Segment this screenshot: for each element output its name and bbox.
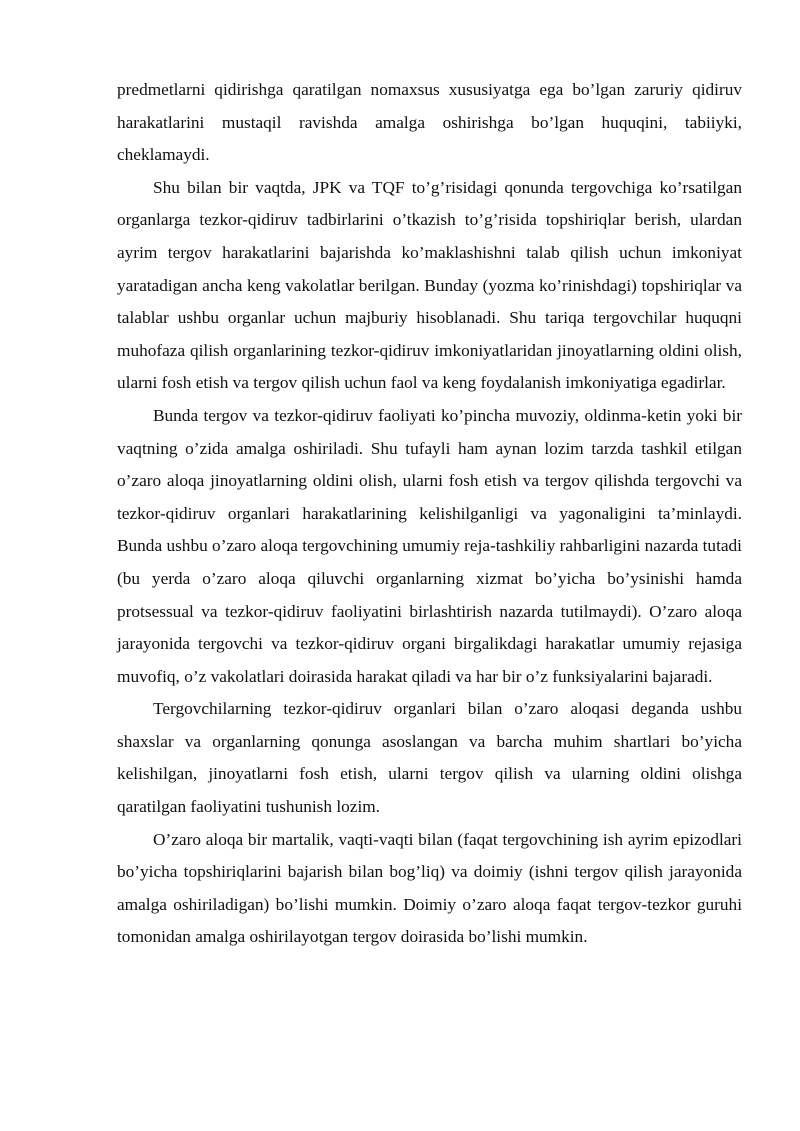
- paragraph-cooperation-activity: Bunda tergov va tezkor-qidiruv faoliyati ko’pincha muvoziy, oldinma-ketin yoki bir vaqtning o’zida amalga oshiriladi. Shu tufayli ham aynan lozim tarzda tashkil etilgan o’zaro aloqa jinoyatlarning oldini olish, ularni fosh etish va tergov qilishda tergovchi va tezkor-qidiruv organlari harakatlarining kelishilganligi va yagonaligini ta’minlaydi. Bunda ushbu o’zaro aloqa tergovchining umumiy reja-tashkiliy rahbarligini nazarda tutadi (bu yerda o’zaro aloqa qiluvchi organlarning xizmat bo’yicha bo’ysinishi hamda protsessual va tezkor-qidiruv faoliyatini birlashtirish nazarda tutilmaydi). O’zaro aloqa jarayonida tergovchi va tezkor-qidiruv organi birgalikdagi harakatlar umumiy rejasiga muvofiq, o’z vakolatlari doirasida harakat qiladi va har bir o’z funksiyalarini bajaradi.: [117, 405, 742, 686]
- paragraph-cooperation-definition: Tergovchilarning tezkor-qidiruv organlari bilan o’zaro aloqasi deganda ushbu shaxslar va organlarning qonunga asoslangan va barcha muhim shartlari bo’yicha kelishilgan, jinoyatlarni fosh etish, ularni tergov qilish va ularning oldini olishga qaratilgan faoliyatini tushunish lozim.: [117, 699, 742, 817]
- paragraph-investigator-powers: Shu bilan bir vaqtda, JPK va TQF to’g’risidagi qonunda tergovchiga ko’rsatilgan organlarga tezkor-qidiruv tadbirlarini o’tkazish to’g’risida topshiriqlar berish, ulardan ayrim tergov harakatlarini bajarishda ko’maklashishni talab qilish uchun imkoniyat yaratadigan ancha keng vakolatlar berilgan. Bunday (yozma ko’rinishdagi) topshiriqlar va talablar ushbu organlar uchun majburiy hisoblanadi. Shu tariqa tergovchilar huquqni muhofaza qilish organlarining tezkor-qidiruv imkoniyatlaridan jinoyatlarning oldini olish, ularni fosh etish va tergov qilish uchun faol va keng foydalanish imkoniyatiga egadirlar.: [117, 177, 742, 393]
- paragraph-continuation: predmetlarni qidirishga qaratilgan nomaxsus xususiyatga ega bo’lgan zaruriy qidiruv harakatlarini mustaqil ravishda amalga oshirishga bo’lgan huquqini, tabiiyki, cheklamaydi.: [117, 80, 742, 165]
- document-page: [117, 74, 742, 954]
- paragraph-cooperation-types: O’zaro aloqa bir martalik, vaqti-vaqti bilan (faqat tergovchining ish ayrim epizodlari bo’yicha topshiriqlarini bajarish bilan bog’liq) va doimiy (ishni tergov qilish jarayonida amalga oshiriladigan) bo’lishi mumkin. Doimiy o’zaro aloqa faqat tergov-tezkor guruhi tomonidan amalga oshirilayotgan tergov doirasida bo’lishi mumkin.: [117, 829, 742, 947]
